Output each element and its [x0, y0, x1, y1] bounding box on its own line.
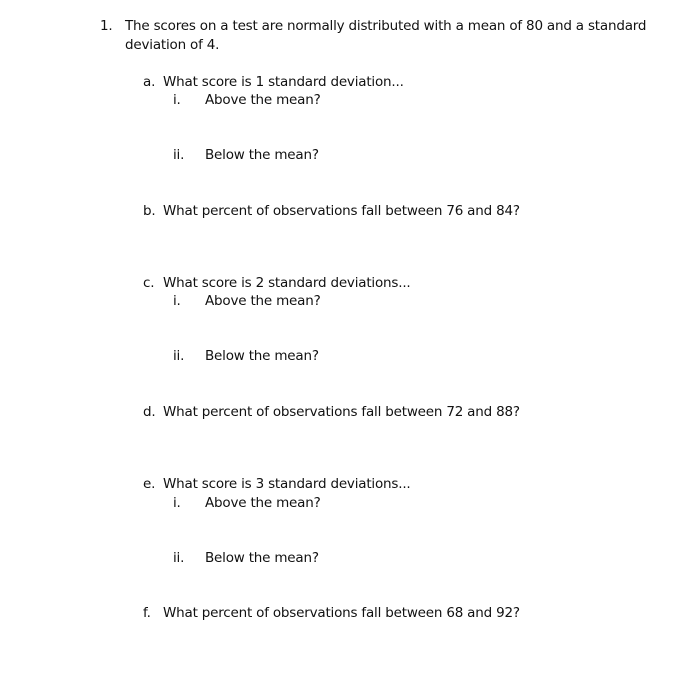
part-c-text: What score is 2 standard deviations... [163, 275, 411, 291]
part-f-marker: f. [143, 605, 151, 621]
part-c-i-text: Above the mean? [205, 293, 321, 309]
part-a-ii-text: Below the mean? [205, 147, 319, 163]
part-a-ii-marker: ii. [173, 147, 185, 163]
part-e-ii-text: Below the mean? [205, 550, 319, 566]
part-e-text: What score is 3 standard deviations... [163, 476, 411, 492]
part-b-marker: b. [143, 203, 156, 219]
part-e-ii-marker: ii. [173, 550, 185, 566]
part-c-marker: c. [143, 275, 155, 291]
part-c-ii-text: Below the mean? [205, 348, 319, 364]
part-c-ii-marker: ii. [173, 348, 185, 364]
part-e-i-text: Above the mean? [205, 495, 321, 511]
part-a-i-marker: i. [173, 92, 181, 108]
part-a-text: What score is 1 standard deviation... [163, 74, 404, 90]
part-e-i-marker: i. [173, 495, 181, 511]
part-d-marker: d. [143, 404, 156, 420]
part-b-text: What percent of observations fall between 76 and 84? [163, 203, 520, 219]
part-e-marker: e. [143, 476, 156, 492]
part-a-marker: a. [143, 74, 156, 90]
part-c-i-marker: i. [173, 293, 181, 309]
question-number: 1. [100, 18, 113, 34]
question-stem-line-1: The scores on a test are normally distributed with a mean of 80 and a standard [125, 18, 647, 34]
part-f-text: What percent of observations fall between 68 and 92? [163, 605, 520, 621]
part-a-i-text: Above the mean? [205, 92, 321, 108]
question-stem-line-2: deviation of 4. [125, 37, 220, 53]
part-d-text: What percent of observations fall between 72 and 88? [163, 404, 520, 420]
